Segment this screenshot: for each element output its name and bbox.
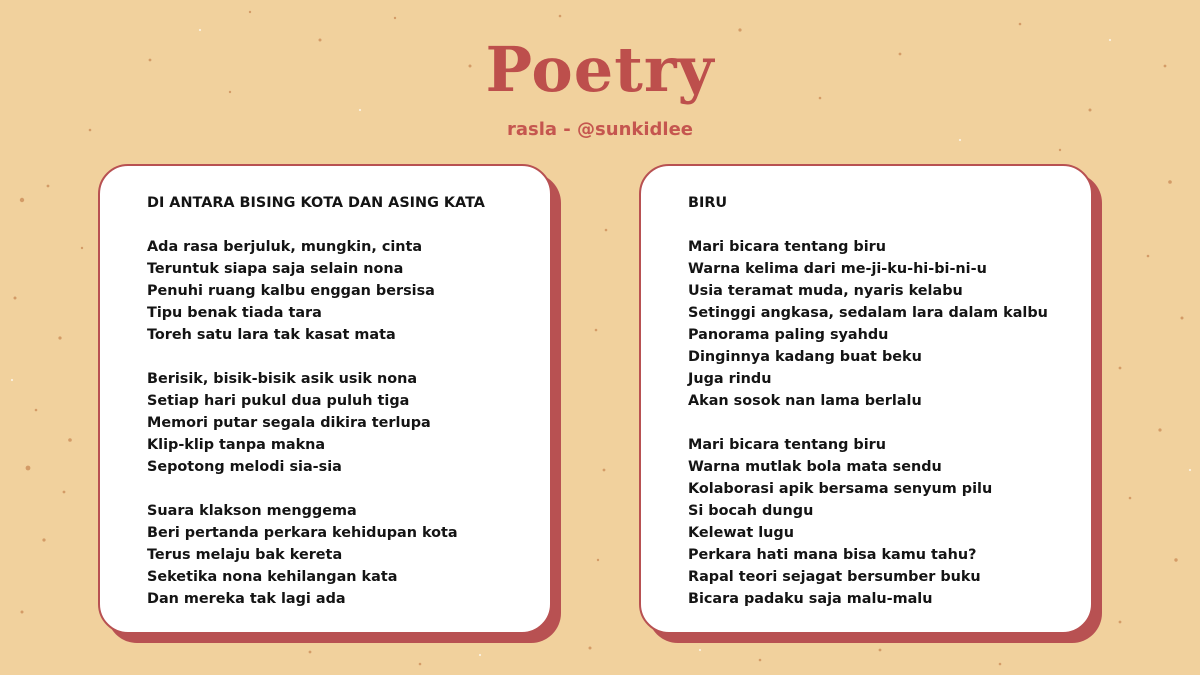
poem-line: Toreh satu lara tak kasat mata — [147, 327, 396, 343]
poem-line: Dinginnya kadang buat beku — [688, 349, 922, 365]
poem-line: Memori putar segala dikira terlupa — [147, 415, 431, 431]
poem-line: Sepotong melodi sia-sia — [147, 459, 342, 475]
poem-body — [688, 192, 1048, 610]
poem-line: Suara klakson menggema — [147, 503, 357, 519]
poem-line: Mari bicara tentang biru — [688, 239, 886, 255]
poem-line: Kolaborasi apik bersama senyum pilu — [688, 481, 993, 497]
poem-line: Si bocah dungu — [688, 503, 814, 519]
page-title: Poetry — [485, 33, 715, 106]
stanza — [147, 500, 485, 610]
author-credit: rasla - @sunkidlee — [506, 119, 693, 140]
poem-card — [98, 164, 552, 634]
poem-line: Bicara padaku saja malu-malu — [688, 591, 933, 607]
poem-line: Warna mutlak bola mata sendu — [688, 459, 942, 475]
poem-line: Akan sosok nan lama berlalu — [688, 393, 922, 409]
stanza — [688, 236, 1048, 412]
poem-line: Rapal teori sejagat bersumber buku — [688, 569, 981, 585]
poem-body — [147, 192, 485, 610]
poem-line: Berisik, bisik-bisik asik usik nona — [147, 371, 418, 387]
stanza — [147, 236, 485, 346]
poem-line: Juga rindu — [688, 371, 772, 387]
poem-line: Usia teramat muda, nyaris kelabu — [688, 283, 963, 299]
poem-line: Warna kelima dari me-ji-ku-hi-bi-ni-u — [688, 261, 987, 277]
poem-title: DI ANTARA BISING KOTA DAN ASING KATA — [147, 195, 485, 211]
poem-line: Panorama paling syahdu — [688, 327, 889, 343]
poem-line: Setiap hari pukul dua puluh tiga — [147, 393, 410, 409]
poem-title: BIRU — [688, 195, 728, 211]
poem-line: Dan mereka tak lagi ada — [147, 591, 346, 607]
poem-line: Perkara hati mana bisa kamu tahu? — [688, 547, 977, 563]
poem-card-right — [639, 164, 1093, 634]
poem-card-left — [98, 164, 552, 634]
poem-line: Setinggi angkasa, sedalam lara dalam kalbu — [688, 305, 1048, 321]
poem-line: Kelewat lugu — [688, 525, 794, 541]
poem-line: Tipu benak tiada tara — [147, 305, 322, 321]
stanza — [688, 434, 1048, 610]
poem-line: Ada rasa berjuluk, mungkin, cinta — [147, 239, 423, 255]
poem-line: Mari bicara tentang biru — [688, 437, 886, 453]
stanza — [147, 368, 485, 478]
poem-line: Penuhi ruang kalbu enggan bersisa — [147, 283, 435, 299]
poem-line: Terus melaju bak kereta — [147, 547, 343, 563]
poem-line: Teruntuk siapa saja selain nona — [147, 261, 404, 277]
poem-line: Klip-klip tanpa makna — [147, 437, 326, 453]
poem-line: Seketika nona kehilangan kata — [147, 569, 398, 585]
poem-card — [639, 164, 1093, 634]
poem-line: Beri pertanda perkara kehidupan kota — [147, 525, 458, 541]
